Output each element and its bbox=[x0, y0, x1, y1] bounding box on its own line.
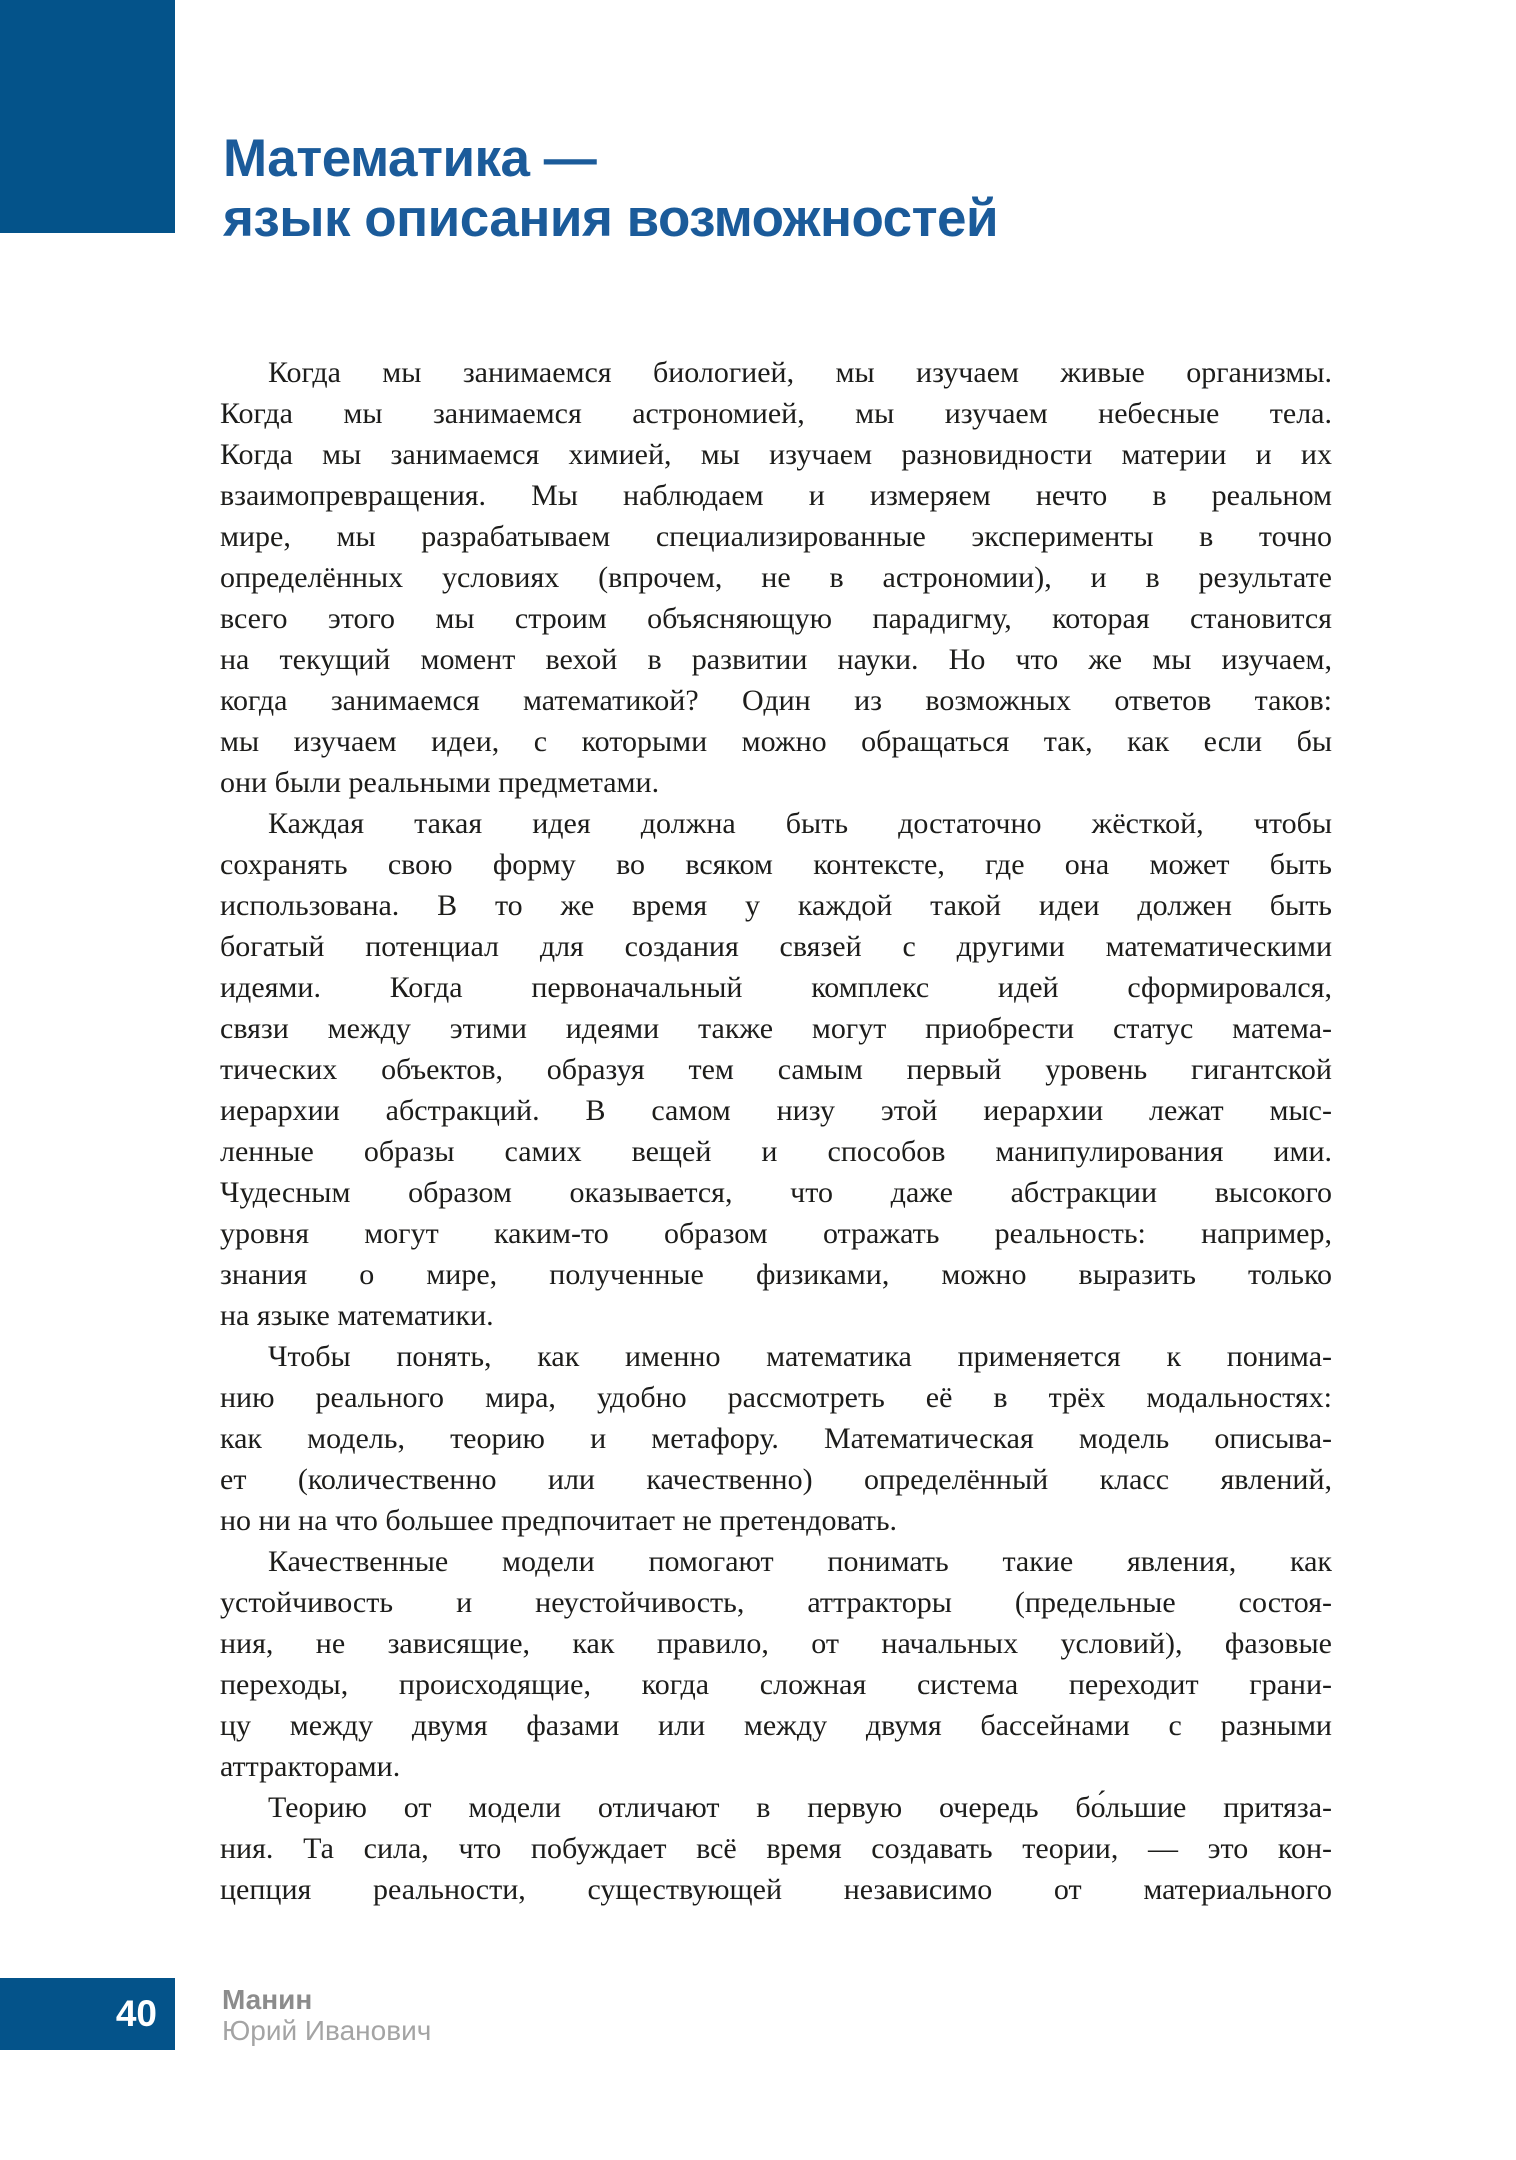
text-line: использована. В то же время у каждой такой идеи должен быть bbox=[220, 889, 1332, 922]
text-line: уровня могут каким-то образом отражать реальность: например, bbox=[220, 1217, 1332, 1250]
text-line: Качественные модели помогают понимать такие явления, как bbox=[268, 1545, 1332, 1578]
text-line: богатый потенциал для создания связей с другими математическими bbox=[220, 930, 1332, 963]
page-title bbox=[223, 129, 998, 249]
text-line: на текущий момент вехой в развитии науки. Но что же мы изучаем, bbox=[220, 643, 1332, 676]
body-text bbox=[220, 352, 1332, 1910]
paragraph bbox=[220, 1541, 1332, 1787]
text-line: ния, не зависящие, как правило, от начальных условий), фазовые bbox=[220, 1627, 1332, 1660]
text-line: Каждая такая идея должна быть достаточно жёсткой, чтобы bbox=[268, 807, 1332, 840]
text-line: мы изучаем идеи, с которыми можно обращаться так, как если бы bbox=[220, 725, 1332, 758]
page-number-bar bbox=[0, 1978, 175, 2050]
text-line: они были реальными предметами. bbox=[220, 766, 660, 799]
text-line: сохранять свою форму во всяком контексте, где она может быть bbox=[220, 848, 1332, 881]
page-title-line-1: Математика — bbox=[223, 129, 597, 188]
text-line: нию реального мира, удобно рассмотреть её в трёх модальностях: bbox=[220, 1381, 1332, 1414]
footer-author-surname: Манин bbox=[222, 1984, 313, 2015]
paragraph bbox=[220, 1336, 1332, 1541]
text-line: Когда мы занимаемся биологией, мы изучаем живые организмы. bbox=[268, 356, 1332, 389]
text-line: но ни на что большее предпочитает не претендовать. bbox=[220, 1504, 898, 1537]
text-line: ния. Та сила, что побуждает всё время создавать теории, — это кон- bbox=[220, 1832, 1332, 1865]
corner-accent-block bbox=[0, 0, 175, 233]
text-line: связи между этими идеями также могут приобрести статус матема- bbox=[220, 1012, 1332, 1045]
text-line: переходы, происходящие, когда сложная система переходит грани- bbox=[220, 1668, 1332, 1701]
page-title-line-2: язык описания возможностей bbox=[223, 189, 999, 248]
text-line: устойчивость и неустойчивость, аттракторы (предельные состоя- bbox=[220, 1586, 1332, 1619]
footer-author bbox=[222, 1984, 431, 2046]
text-line: ленные образы самих вещей и способов манипулирования ими. bbox=[220, 1135, 1332, 1168]
text-line: идеями. Когда первоначальный комплекс идей сформировался, bbox=[220, 971, 1332, 1004]
text-line: ет (количественно или качественно) определённый класс явлений, bbox=[220, 1463, 1332, 1496]
text-line: аттракторами. bbox=[220, 1750, 401, 1783]
paragraph bbox=[220, 803, 1332, 1336]
text-line: определённых условиях (впрочем, не в астрономии), и в результате bbox=[220, 561, 1332, 594]
paragraph bbox=[220, 1787, 1332, 1910]
text-line: цепция реальности, существующей независимо от материального bbox=[220, 1873, 1332, 1906]
text-line: цу между двумя фазами или между двумя бассейнами с разными bbox=[220, 1709, 1332, 1742]
text-line: взаимопревращения. Мы наблюдаем и измеряем нечто в реальном bbox=[220, 479, 1332, 512]
text-line: знания о мире, полученные физиками, можно выразить только bbox=[220, 1258, 1332, 1291]
text-line: как модель, теорию и метафору. Математическая модель описыва- bbox=[220, 1422, 1332, 1455]
text-line: мире, мы разрабатываем специализированные эксперименты в точно bbox=[220, 520, 1332, 553]
text-line: на языке математики. bbox=[220, 1299, 494, 1332]
text-line: Когда мы занимаемся химией, мы изучаем разновидности материи и их bbox=[220, 438, 1332, 471]
footer-author-given-name: Юрий Иванович bbox=[222, 2015, 432, 2046]
text-line: Чтобы понять, как именно математика применяется к понима- bbox=[268, 1340, 1332, 1373]
text-line: Когда мы занимаемся астрономией, мы изучаем небесные тела. bbox=[220, 397, 1332, 430]
page-number: 40 bbox=[115, 1993, 157, 2034]
text-line: когда занимаемся математикой? Один из возможных ответов таков: bbox=[220, 684, 1332, 717]
text-line: тических объектов, образуя тем самым первый уровень гигантской bbox=[220, 1053, 1332, 1086]
text-line: иерархии абстракций. В самом низу этой иерархии лежат мыс- bbox=[220, 1094, 1332, 1127]
paragraph bbox=[220, 352, 1332, 803]
text-line: всего этого мы строим объясняющую парадигму, которая становится bbox=[220, 602, 1332, 635]
text-line: Чудесным образом оказывается, что даже абстракции высокого bbox=[220, 1176, 1332, 1209]
text-line: Теорию от модели отличают в первую очередь бо́льшие притяза- bbox=[268, 1791, 1332, 1824]
